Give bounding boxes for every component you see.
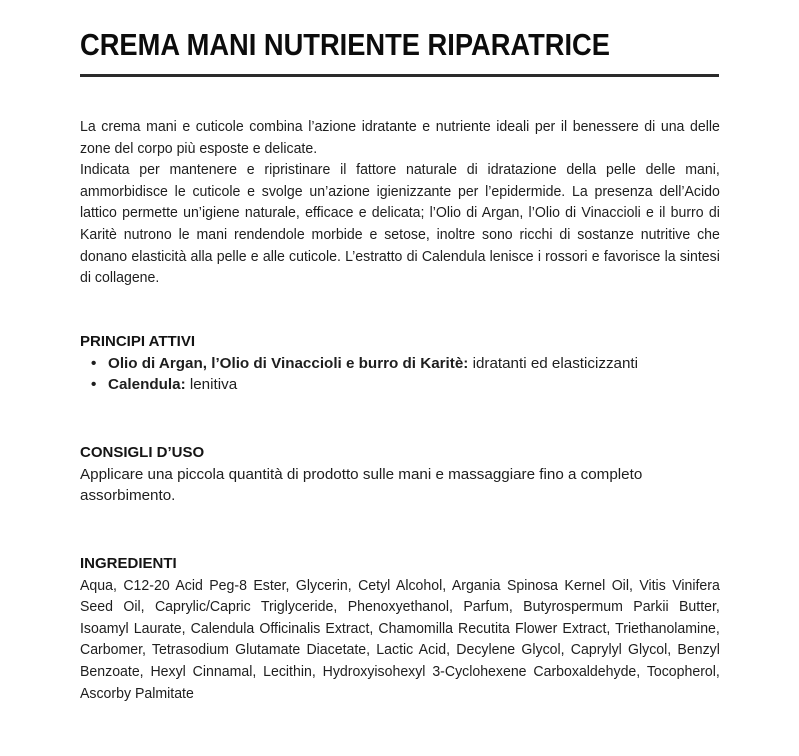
consigli-uso-section — [80, 442, 720, 507]
principi-attivi-heading: PRINCIPI ATTIVI — [80, 333, 196, 350]
ingredienti-section — [80, 553, 720, 704]
ingredienti-text-block — [80, 575, 720, 705]
consigli-uso-text: Applicare una piccola quantità di prodotto sulle mani e massaggiare fino a completo assorbimento. — [80, 465, 643, 505]
list-item — [80, 353, 720, 375]
page-title: CREMA MANI NUTRIENTE RIPARATRICE — [80, 27, 610, 62]
intro-text-block — [80, 116, 720, 289]
ingredienti-heading: INGREDIENTI — [80, 555, 177, 572]
intro-paragraph-2: Indicata per mantenere e ripristinare il fattore naturale di idratazione della pelle delle mani, ammorbidisce le cuticole e svolge un’azione igienizzante per l’epidermide. La presenza dell’Acido lattico permette un’igiene naturale, efficace e delicata; l’Olio di Argan, l’Olio di Vinaccioli e il burro di Karitè nutrono le mani rendendole morbide e setose, inoltre sono ricchi di sostanze nutritive che donano elasticità alla pelle e alle cuticole. L’estratto di Calendula lenisce i rossori e favorisce la sintesi di collagene. — [80, 161, 720, 287]
consigli-uso-heading: CONSIGLI D’USO — [80, 444, 205, 461]
intro-section — [80, 116, 720, 289]
bullet-icon: • — [91, 354, 97, 372]
list-item — [80, 374, 720, 396]
list-item-text: lenitiva — [185, 376, 238, 394]
principi-attivi-section — [80, 331, 720, 396]
ingredienti-text: Aqua, C12-20 Acid Peg-8 Ester, Glycerin, Cetyl Alcohol, Argania Spinosa Kernel Oil, Vitis Vinifera Seed Oil, Caprylic/Capric Triglyceride, Phenoxyethanol, Parfum, Butyrospermum Parkii Butter, Isoamyl Laurate, Calendula Officinalis Extract, Chamomilla Recutita Flower Extract, Triethanolamine, Carbomer, Tetrasodium Glutamate Diacetate, Lactic Acid, Decylene Glycol, Caprylyl Glycol, Benzyl Benzoate, Hexyl Cinnamal, Lecithin, Hydroxyisohexyl 3-Cyclohexene Carboxaldehyde, Tocopherol, Ascorby Palmitate — [80, 576, 720, 702]
title-divider — [80, 74, 719, 77]
list-item-text: idratanti ed elasticizzanti — [468, 354, 639, 372]
list-item-label: Calendula: — [108, 376, 186, 394]
intro-paragraph-1: La crema mani e cuticole combina l’azione idratante e nutriente ideali per il benessere di una delle zone del corpo più esposte e delicate. — [80, 118, 720, 157]
bullet-icon: • — [91, 376, 97, 394]
list-item-label: Olio di Argan, l’Olio di Vinaccioli e burro di Karitè: — [108, 354, 469, 372]
principi-attivi-list — [80, 353, 720, 396]
